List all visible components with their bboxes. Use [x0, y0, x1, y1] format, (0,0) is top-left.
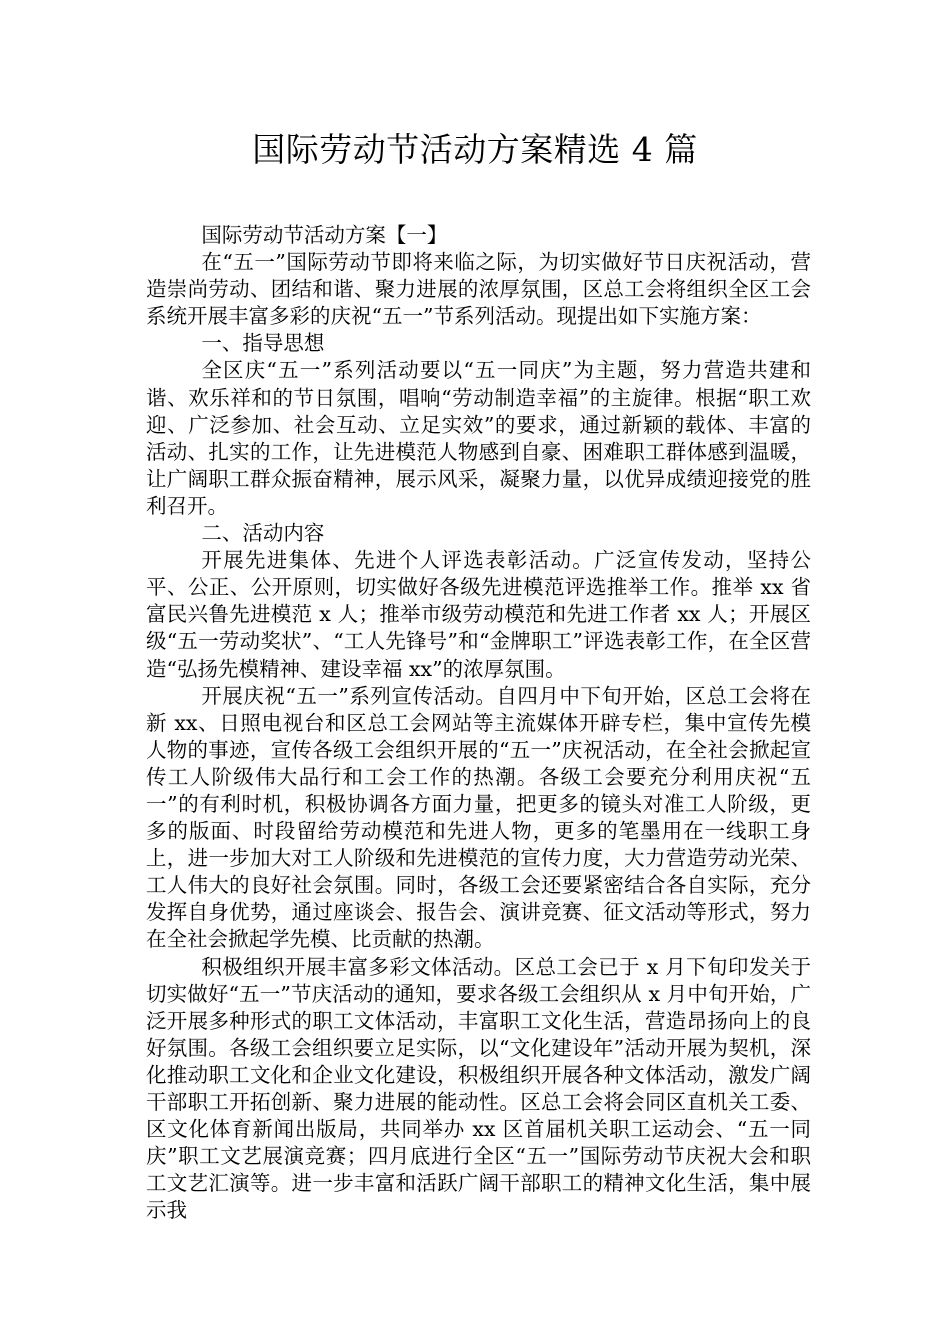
section-heading: 二、活动内容: [201, 521, 325, 546]
paragraph: 开展先进集体、先进个人评选表彰活动。广泛宣传发动，坚持公平、公正、公开原则，切实做好各级先进模范评选推举工作。推举 xx 省富民兴鲁先进模范 x 人；推举市级劳动模范和先进工作者 xx 人；开展区级“五一劳动奖状”、“工人先锋号”和“金牌职工”评选表彰工作，在全区营造“弘扬先模精神、建设幸福 xx”的浓厚氛围。: [146, 548, 811, 681]
section-heading: 一、指导思想: [201, 331, 325, 356]
paragraph: 全区庆“五一”系列活动要以“五一同庆”为主题，努力营造共建和谐、欢乐祥和的节日氛围，唱响“劳动制造幸福”的主旋律。根据“职工欢迎、广泛参加、社会互动、立足实效”的要求，通过新颖的载体、丰富的活动、扎实的工作，让先进模范人物感到自豪、困难职工群体感到温暖，让广阔职工群众振奋精神，展示风采，凝聚力量，以优异成绩迎接党的胜利召开。: [146, 358, 811, 518]
document-body: [146, 222, 811, 1224]
paragraph: 在“五一”国际劳动节即将来临之际，为切实做好节日庆祝活动，营造崇尚劳动、团结和谐、聚力进展的浓厚氛围，区总工会将组织全区工会系统开展丰富多彩的庆祝“五一”节系列活动。现提出如下实施方案：: [146, 250, 811, 329]
document-title: 国际劳动节活动方案精选 4 篇: [252, 130, 698, 169]
paragraph: 开展庆祝“五一”系列宣传活动。自四月中下旬开始，区总工会将在新 xx、日照电视台和区总工会网站等主流媒体开辟专栏，集中宣传先模人物的事迹，宣传各级工会组织开展的“五一”庆祝活动，在全社会掀起宣传工人阶级伟大品行和工会工作的热潮。各级工会要充分利用庆祝“五一”的有利时机，积极协调各方面力量，把更多的镜头对准工人阶级，更多的版面、时段留给劳动模范和先进人物，更多的笔墨用在一线职工身上，进一步加大对工人阶级和先进模范的宣传力度，大力营造劳动光荣、工人伟大的良好社会氛围。同时，各级工会还要紧密结合各自实际，充分发挥自身优势，通过座谈会、报告会、演讲竞赛、征文活动等形式，努力在全社会掀起学先模、比贡献的热潮。: [146, 683, 811, 952]
paragraph: 积极组织开展丰富多彩文体活动。区总工会已于 x 月下旬印发关于切实做好“五一”节庆活动的通知，要求各级工会组织从 x 月中旬开始，广泛开展多种形式的职工文体活动，丰富职工文化生活，营造昂扬向上的良好氛围。各级工会组织要立足实际，以“文化建设年”活动开展为契机，深化推动职工文化和企业文化建设，积极组织开展各种文体活动，激发广阔干部职工开拓创新、聚力进展的能动性。区总工会将会同区直机关工委、区文化体育新闻出版局，共同举办 xx 区首届机关职工运动会、“五一同庆”职工文艺展演竞赛；四月底进行全区“五一”国际劳动节庆祝大会和职工文艺汇演等。进一步丰富和活跃广阔干部职工的精神文化生活，集中展示我: [146, 954, 811, 1223]
section-heading: 国际劳动节活动方案【一】: [201, 223, 448, 247]
